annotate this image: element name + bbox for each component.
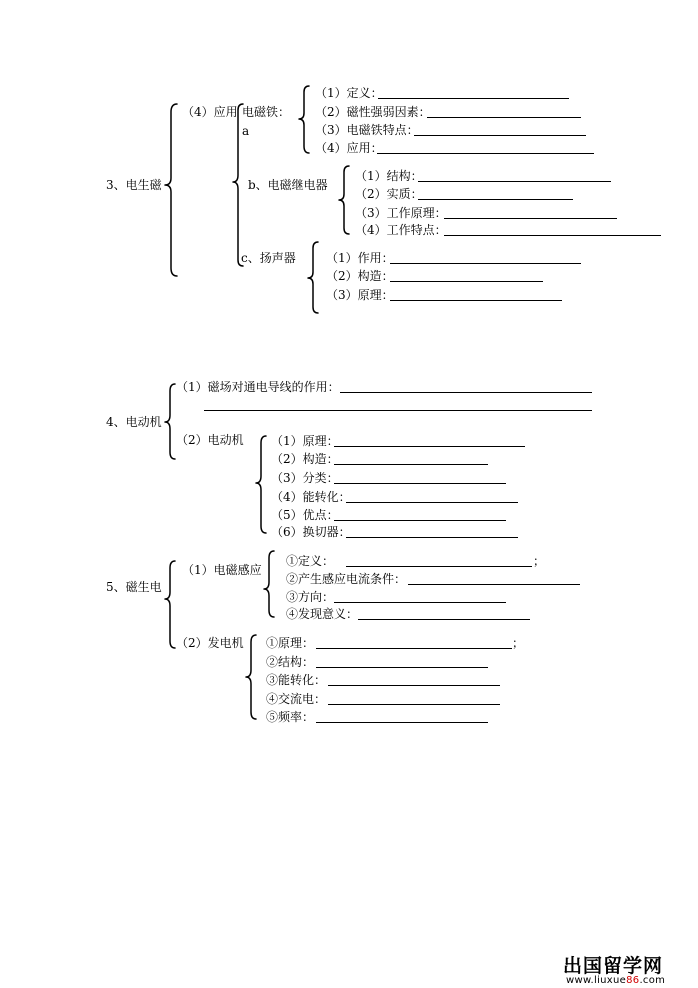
electromagnet-item: （4）应用： [315,141,383,155]
answer-line [418,199,573,200]
generator-item: ③能转化： [266,673,327,687]
answer-line [444,218,617,219]
speaker-item: （3）原理： [326,288,394,302]
motor-item: （3）分类： [271,471,339,485]
brace-generator [246,635,256,719]
answer-line [377,153,594,154]
answer-line [328,685,500,686]
motor-item: （6）换切器： [271,525,351,539]
relay-item: （3）工作原理： [355,206,447,220]
watermark-url-prefix: www.liuxue [566,975,627,986]
answer-line [444,235,661,236]
electromagnet-label: 电磁铁： [242,105,291,119]
answer-line [334,483,506,484]
speaker-item: （1）作用： [326,251,394,265]
motor-label: （2）电动机 [176,433,244,447]
answer-line [334,520,506,521]
answer-line [346,537,518,538]
induction-item: ②产生感应电流条件： [286,572,407,586]
answer-line [204,410,592,411]
watermark-url-suffix: .com [639,975,666,986]
brace-induction [264,551,274,617]
answer-line [346,502,518,503]
induction-item: ①定义： [286,554,335,568]
generator-item: ④交流电： [266,692,327,706]
application-label: （4）应用 [182,105,238,119]
motor-item: （5）优点： [271,508,339,522]
induction-item: ④发现意义： [286,607,359,621]
generator-item: ⑤频率： [266,710,315,724]
answer-line [358,619,530,620]
generator-item: ①原理： [266,636,315,650]
brace-motor [256,436,266,533]
relay-item: （4）工作特点： [355,223,447,237]
watermark-brand: 出国留学网 [563,955,664,977]
section5-title: 5、磁生电 [106,580,162,594]
induction-label: （1）电磁感应 [182,563,262,577]
induction-semicolon: ； [533,554,546,568]
answer-line [316,667,488,668]
answer-line [316,648,512,649]
generator-item: ②结构： [266,655,315,669]
answer-line [316,722,488,723]
electromagnet-letter: a [242,124,250,138]
answer-line [378,98,569,99]
speaker-item: （2）构造： [326,269,394,283]
brace-section4 [165,384,175,459]
relay-item: （2）实质： [355,187,423,201]
generator-semicolon: ； [512,636,525,650]
brace-relay [339,166,349,234]
relay-label: b、电磁继电器 [248,178,328,192]
answer-line [328,704,500,705]
brace-section3 [165,104,177,276]
induction-item: ③方向： [286,590,335,604]
watermark-url [566,975,665,986]
motor-item: （4）能转化： [271,490,351,504]
answer-line [414,135,586,136]
answer-line [390,281,543,282]
answer-line [390,263,581,264]
electromagnet-item: （2）磁性强弱因素： [315,105,431,119]
magnetic-force-label: （1）磁场对通电导线的作用： [176,380,340,394]
brace-electromagnet [299,86,309,153]
relay-item: （1）结构： [355,169,423,183]
answer-line [418,181,611,182]
motor-item: （1）原理： [271,434,339,448]
answer-line [334,464,488,465]
brace-section5 [165,561,175,648]
answer-line [390,300,562,301]
motor-item: （2）构造： [271,452,339,466]
electromagnet-item: （3）电磁铁特点： [315,123,419,137]
speaker-label: c、扬声器 [241,251,296,265]
watermark-url-number: 86 [626,975,640,986]
brace-speaker [308,242,318,313]
answer-line [334,602,506,603]
answer-line [334,446,525,447]
section3-title: 3、电生磁 [106,178,162,192]
answer-line [408,584,580,585]
answer-line [340,392,592,393]
answer-line [346,566,532,567]
electromagnet-item: （1）定义： [315,86,383,100]
answer-line [427,117,581,118]
generator-label: （2）发电机 [176,636,244,650]
section4-title: 4、电动机 [106,415,162,429]
